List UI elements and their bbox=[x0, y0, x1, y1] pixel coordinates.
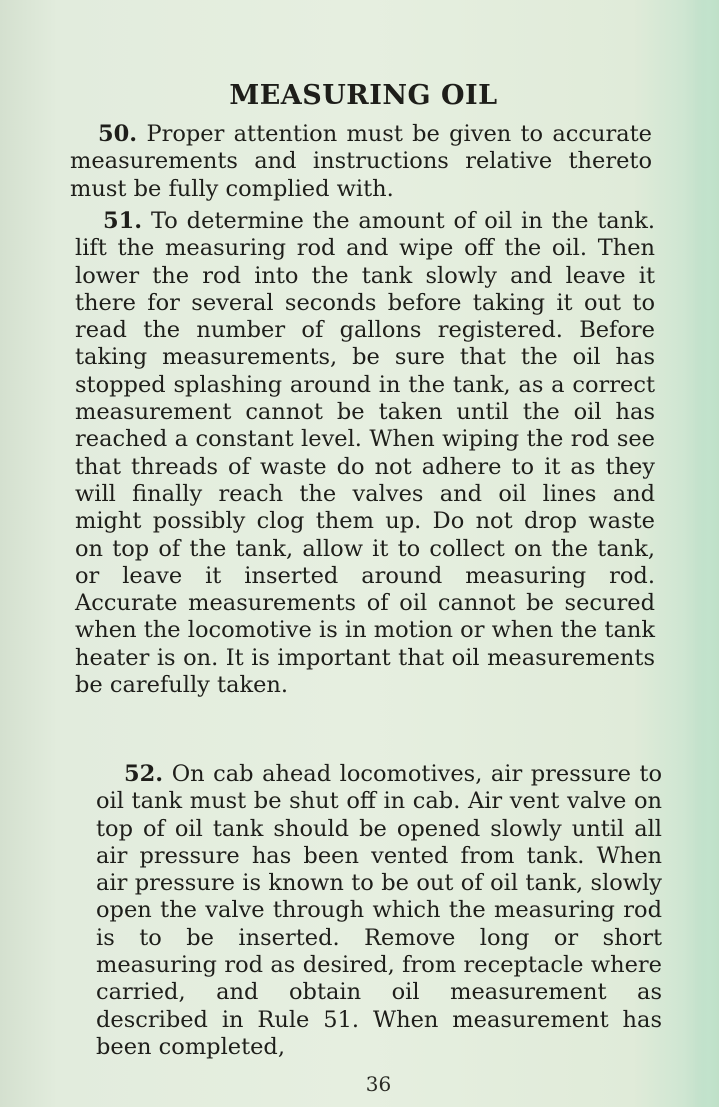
rule-51-paragraph bbox=[75, 208, 655, 699]
rule-number: 50. bbox=[98, 121, 138, 147]
rule-number: 51. bbox=[103, 208, 143, 234]
rule-52-paragraph bbox=[96, 761, 662, 1061]
rule-text: To determine the amount of oil in the tank. lift the measuring rod and wipe off the oil. Then lower the rod into the tank slowly and leave it there for several seconds before taking it out to read the number of gallons registered. Before taking measurements, be sure that the oil has stopped splashing around in the tank, as a correct measurement cannot be taken until the oil has reached a constant level. When wiping the rod see that threads of waste do not adhere to it as they will finally reach the valves and oil lines and might possibly clog them up. Do not drop waste on top of the tank, allow it to collect on the tank, or leave it inserted around measuring rod. Accurate measurements of oil cannot be secured when the locomotive is in motion or when the tank heater is on. It is important that oil measurements be carefully taken. bbox=[75, 208, 655, 699]
rule-number: 52. bbox=[124, 761, 164, 787]
rule-text: Proper attention must be given to accurate measurements and instructions relative thereto must be fully complied with. bbox=[70, 121, 653, 202]
rule-text: On cab ahead locomotives, air pressure to oil tank must be shut off in cab. Air vent valve on top of oil tank should be opened slowly until all air pressure has been vented from tank. When air pressure is known to be out of oil tank, slowly open the valve through which the measuring rod is to be inserted. Remove long or short measuring rod as desired, from receptacle where carried, and obtain oil measurement as described in Rule 51. When measurement has been completed, bbox=[96, 761, 663, 1060]
rule-50-paragraph bbox=[70, 121, 652, 203]
section-title: MEASURING OIL bbox=[229, 80, 498, 111]
page-number: 36 bbox=[365, 1072, 392, 1096]
